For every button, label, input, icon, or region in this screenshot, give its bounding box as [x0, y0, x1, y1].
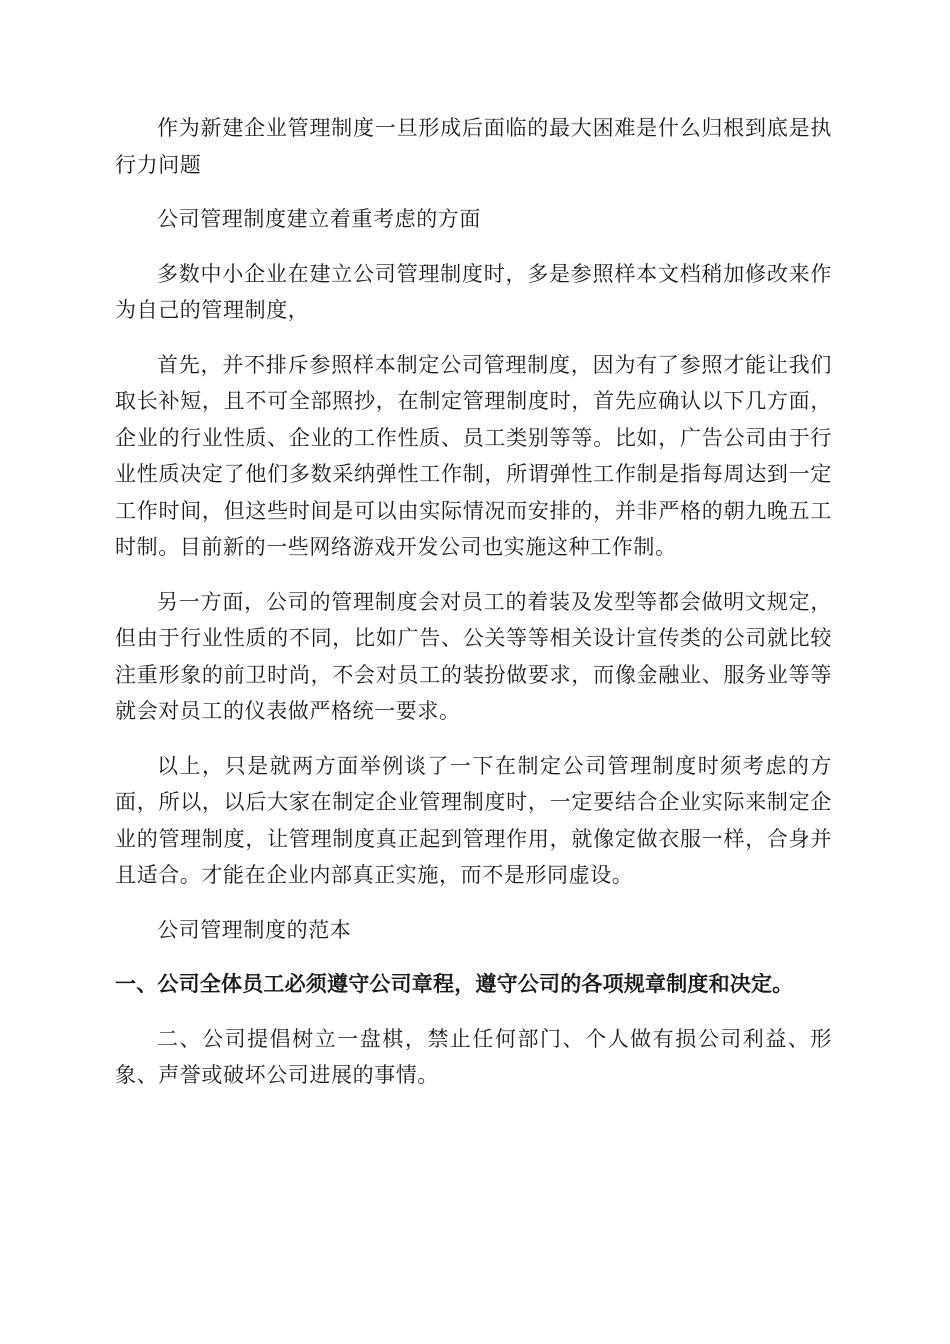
paragraph-sme-practice: 多数中小企业在建立公司管理制度时，多是参照样本文档稍加修改来作为自己的管理制度， — [115, 261, 832, 322]
paragraph-considerations-title: 公司管理制度建立着重考虑的方面 — [157, 207, 481, 231]
rule-one-heading: 一、公司全体员工必须遵守公司章程，遵守公司的各项规章制度和决定。 — [115, 972, 794, 996]
paragraph-summary: 以上，只是就两方面举例谈了一下在制定公司管理制度时须考虑的方面，所以，以后大家在制定企业管理制度时，一定要结合企业实际来制定企业的管理制度，让管理制度真正起到管理作用，就像定做衣服一样，合身并且适合。才能在企业内部真正实施，而不是形同虚设。 — [115, 753, 832, 887]
rule-two: 二、公司提倡树立一盘棋，禁止任何部门、个人做有损公司利益、形象、声誉或破坏公司进展的事情。 — [115, 1026, 832, 1087]
paragraph-intro: 作为新建企业管理制度一旦形成后面临的最大困难是什么归根到底是执行力问题 — [115, 116, 832, 177]
document-page — [115, 110, 832, 1112]
paragraph-first-point: 首先，并不排斥参照样本制定公司管理制度，因为有了参照才能让我们取长补短，且不可全部照抄，在制定管理制度时，首先应确认以下几方面，企业的行业性质、企业的工作性质、员工类别等等。比如，广告公司由于行业性质决定了他们多数采纳弹性工作制，所谓弹性工作制是指每周达到一定工作时间，但这些时间是可以由实际情况而安排的，并非严格的朝九晚五工时制。目前新的一些网络游戏开发公司也实施这种工作制。 — [115, 352, 832, 559]
paragraph-template-title: 公司管理制度的范本 — [157, 917, 352, 942]
paragraph-second-point: 另一方面，公司的管理制度会对员工的着装及发型等都会做明文规定，但由于行业性质的不同，比如广告、公关等等相关设计宣传类的公司就比较注重形象的前卫时尚，不会对员工的装扮做要求，而像金融业、服务业等等就会对员工的仪表做严格统一要求。 — [115, 589, 832, 723]
